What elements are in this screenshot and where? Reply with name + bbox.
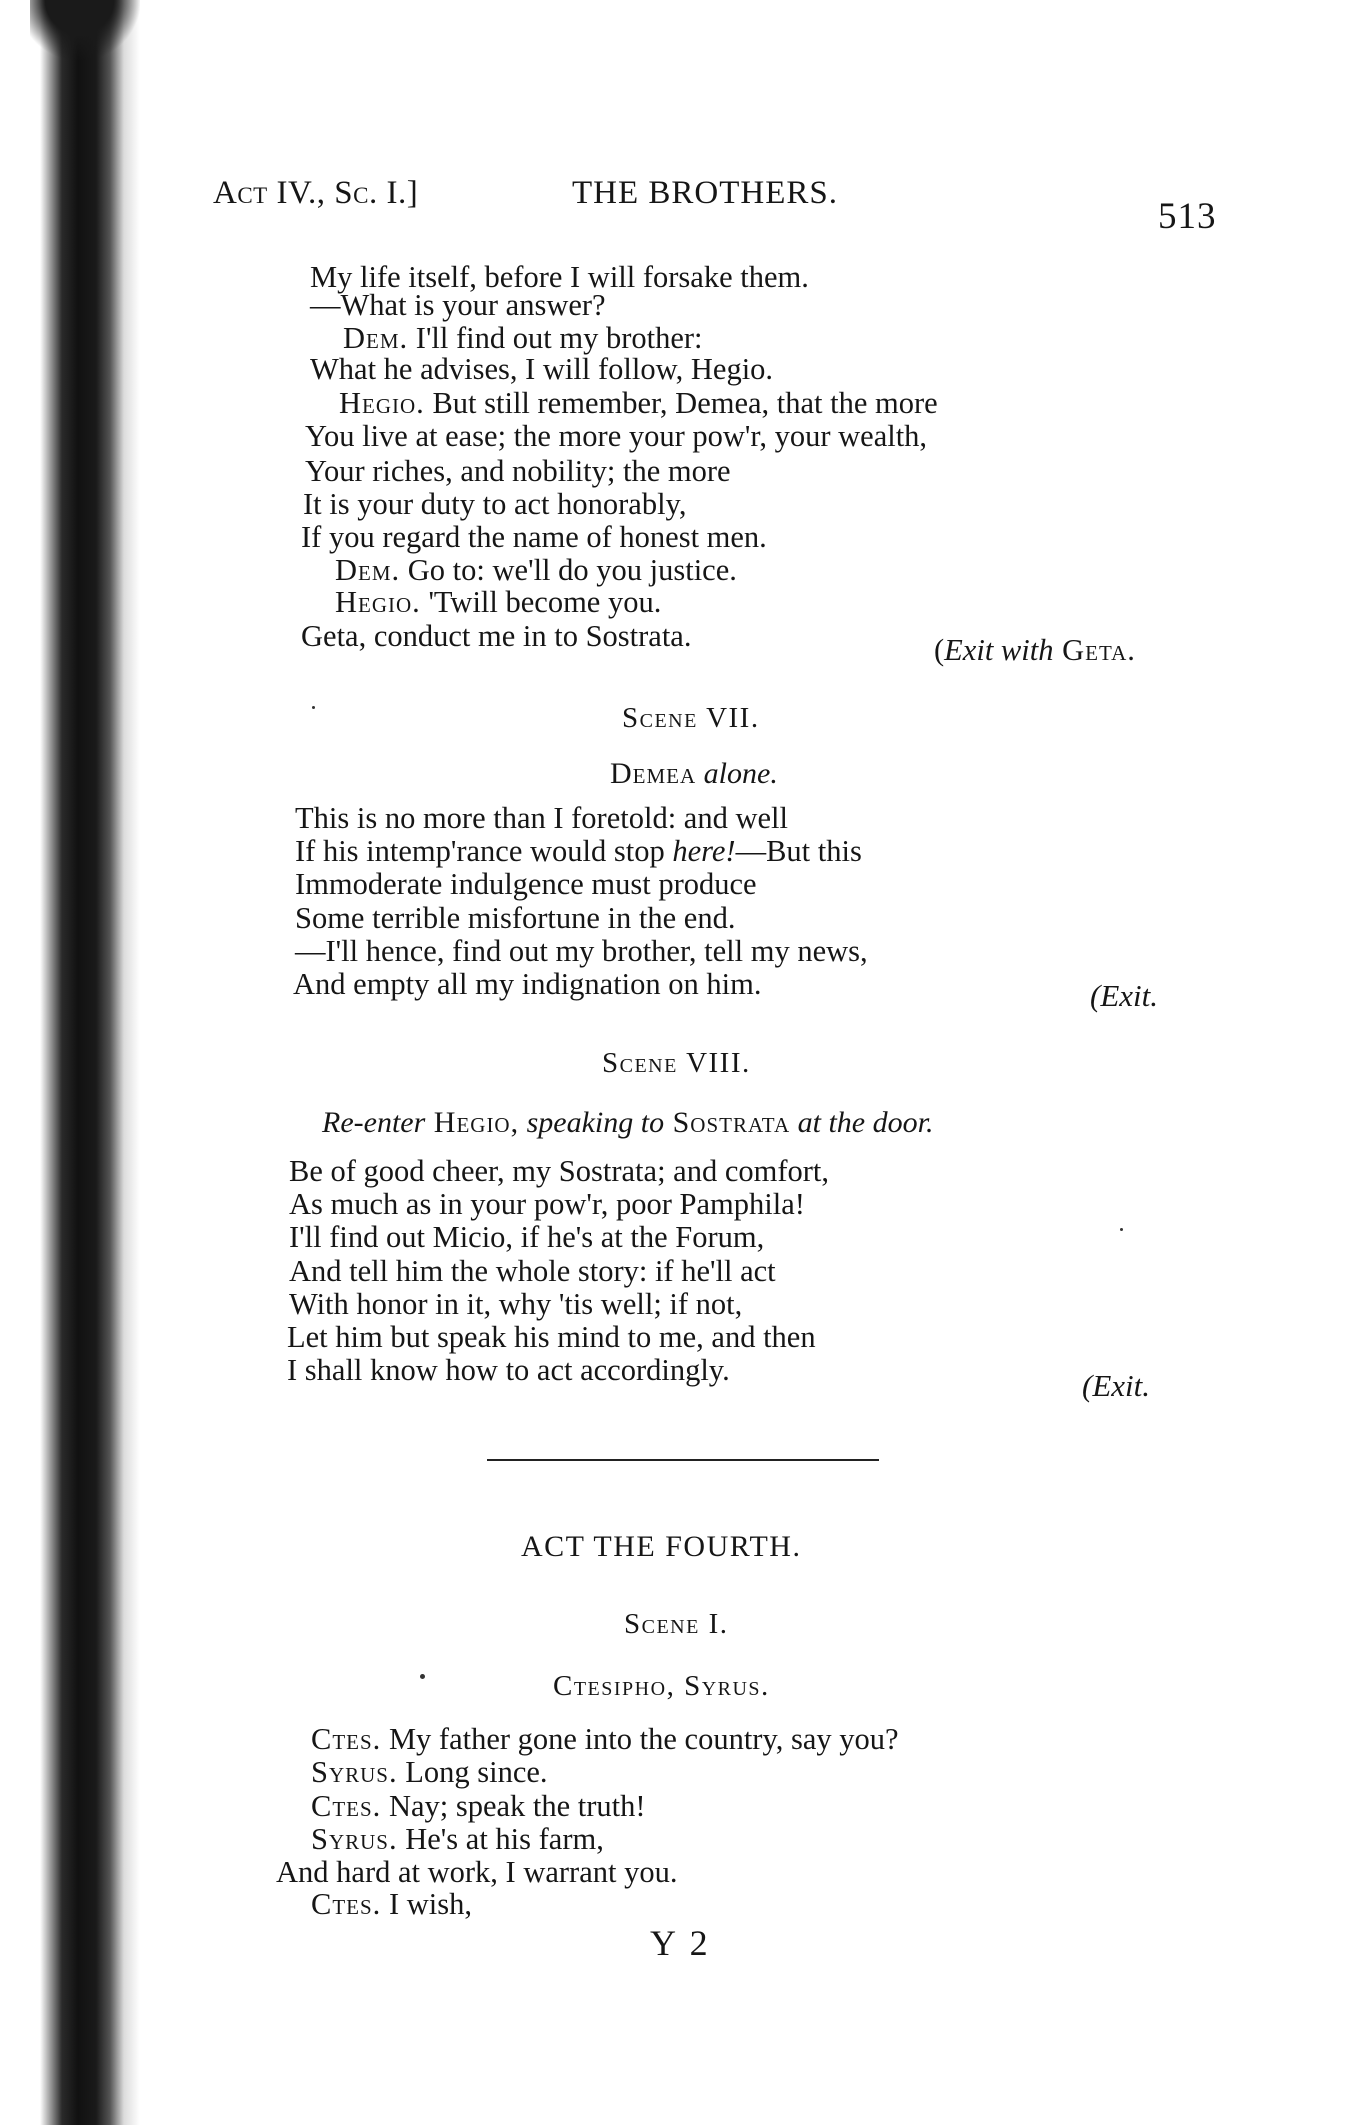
verse-line: —I'll hence, find out my brother, tell my news, <box>295 934 868 968</box>
exit-italic: Exit with <box>944 633 1054 667</box>
binding-shadow <box>30 0 140 60</box>
section-divider <box>487 1459 879 1461</box>
stage-direction-exit: (Exit. <box>1090 978 1158 1013</box>
speaker-name: Syrus. <box>311 1822 398 1856</box>
scan-speck <box>420 1674 425 1679</box>
verse-line: Be of good cheer, my Sostrata; and comfort, <box>289 1154 830 1188</box>
direction-italic: Re-enter <box>322 1106 426 1139</box>
direction-italic: speaking to <box>519 1106 665 1139</box>
speech-text: He's at his farm, <box>397 1822 604 1856</box>
speech-text: 'Twill become you. <box>420 585 662 619</box>
running-head-left: Act IV., Sc. I.] <box>213 175 419 211</box>
speech-text: Long since. <box>397 1755 548 1789</box>
running-head-title: THE BROTHERS. <box>572 175 839 211</box>
verse-line: You live at ease; the more your pow'r, your wealth, <box>305 419 928 453</box>
speech-text: But still remember, Demea, that the more <box>424 386 938 420</box>
scan-speck <box>1120 1228 1123 1231</box>
signature-mark: Y 2 <box>650 1923 711 1963</box>
verse-line <box>335 587 661 618</box>
verse-line: And hard at work, I warrant you. <box>276 1855 678 1889</box>
character-name: Sostrata <box>664 1106 791 1139</box>
speaker-name: Ctes. <box>311 1789 382 1823</box>
verse-line: What he advises, I will follow, Hegio. <box>310 352 774 386</box>
speech-text: Nay; speak the truth! <box>381 1789 646 1823</box>
verse-line: My life itself, before I will forsake them. <box>310 260 809 294</box>
paren: ( <box>934 633 945 667</box>
verse-line: I'll find out Micio, if he's at the Forum, <box>289 1220 765 1254</box>
exit-character: Geta. <box>1053 633 1136 667</box>
scene-heading: Scene VII. <box>622 702 760 734</box>
verse-line: If you regard the name of honest men. <box>301 520 767 554</box>
binding-edge <box>0 0 150 2125</box>
verse-line <box>335 555 737 586</box>
verse-line <box>311 1889 472 1920</box>
verse-line: And tell him the whole story: if he'll act <box>289 1254 776 1288</box>
verse-line <box>343 323 703 354</box>
speaker-name: Hegio. <box>339 386 425 420</box>
verse-line <box>295 836 862 867</box>
verse-line: As much as in your pow'r, poor Pamphila! <box>289 1187 805 1221</box>
text-italic: here! <box>672 834 736 868</box>
speech-text: I wish, <box>381 1887 472 1921</box>
speaker-name: Dem. <box>335 553 401 587</box>
verse-line <box>311 1757 548 1788</box>
verse-line: This is no more than I foretold: and well <box>295 801 788 835</box>
character-name: Demea <box>610 757 697 790</box>
verse-line: I shall know how to act accordingly. <box>287 1353 730 1387</box>
verse-line: Let him but speak his mind to me, and then <box>287 1320 816 1354</box>
scene-characters <box>610 757 778 791</box>
speech-text: Go to: we'll do you justice. <box>400 553 737 587</box>
verse-line <box>311 1724 899 1755</box>
stage-direction-exit: (Exit. <box>1082 1368 1150 1403</box>
speaker-name: Ctes. <box>311 1722 382 1756</box>
speech-text: I'll find out my brother: <box>408 321 703 355</box>
speech-text: My father gone into the country, say you? <box>381 1722 899 1756</box>
speaker-name: Syrus. <box>311 1755 398 1789</box>
verse-line: With honor in it, why 'tis well; if not, <box>289 1287 743 1321</box>
character-note: alone. <box>696 757 778 790</box>
speaker-name: Dem. <box>343 321 409 355</box>
speaker-name: Ctes. <box>311 1887 382 1921</box>
scan-speck <box>312 706 315 709</box>
scene-heading: Scene VIII. <box>602 1047 751 1079</box>
text-part: If his intemp'rance would stop <box>295 834 673 868</box>
stage-direction-exit <box>934 635 1136 666</box>
scene-characters: Ctesipho, Syrus. <box>553 1670 770 1702</box>
act-heading: ACT THE FOURTH. <box>521 1530 802 1563</box>
speaker-name: Hegio. <box>335 585 421 619</box>
page-number: 513 <box>1158 196 1217 237</box>
verse-line: Your riches, and nobility; the more <box>305 454 731 488</box>
verse-line: Immoderate indulgence must produce <box>295 867 757 901</box>
verse-line: Geta, conduct me in to Sostrata. <box>301 619 692 653</box>
verse-line: Some terrible misfortune in the end. <box>295 901 736 935</box>
direction-italic: at the door. <box>790 1106 934 1139</box>
verse-line: It is your duty to act honorably, <box>303 487 687 521</box>
verse-line <box>311 1791 646 1822</box>
verse-line: —What is your answer? <box>310 288 606 322</box>
verse-line: And empty all my indignation on him. <box>293 967 762 1001</box>
scene-heading: Scene I. <box>624 1608 729 1640</box>
verse-line <box>339 388 938 419</box>
scene-characters <box>322 1106 933 1140</box>
text-part: —But this <box>735 834 862 868</box>
character-name: Hegio, <box>425 1106 520 1139</box>
verse-line <box>311 1824 604 1855</box>
